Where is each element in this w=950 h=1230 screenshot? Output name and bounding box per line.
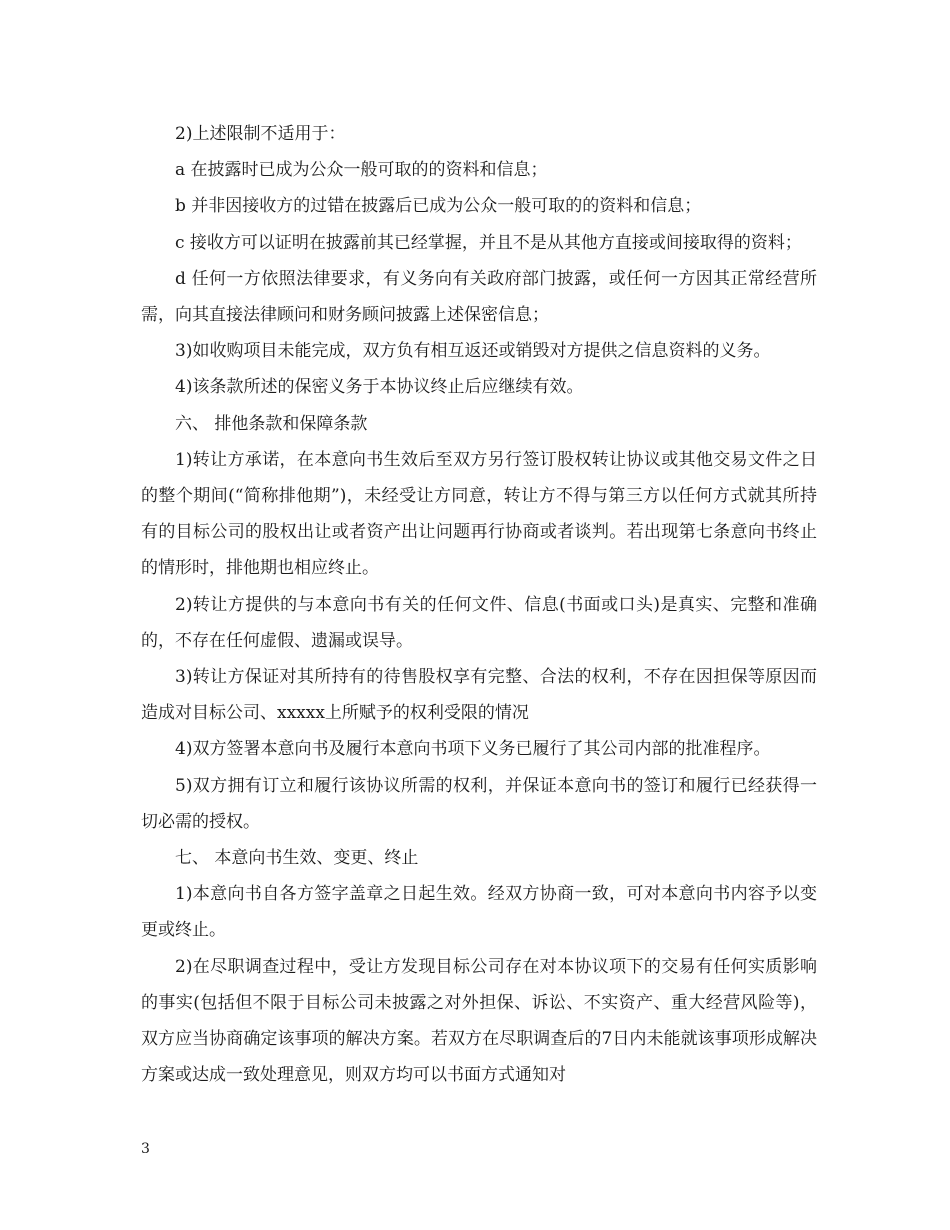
paragraph-return-obligation: 3)如收购项目未能完成，双方负有相互返还或销毁对方提供之信息资料的义务。	[175, 341, 771, 362]
section-heading-6: 六、 排他条款和保障条款	[175, 413, 368, 434]
paragraph-authorization: 5)双方拥有订立和履行该协议所需的权利，并保证本意向书的签订和履行已经获得一切必需的授权。	[141, 775, 817, 832]
paragraph-exception-a: a 在披露时已成为公众一般可取的的资料和信息；	[175, 160, 548, 181]
paragraph-effectiveness: 1)本意向书自各方签字盖章之日起生效。经双方协商一致，可对本意向书内容予以变更或终止。	[141, 884, 817, 941]
paragraph-title-guarantee: 3)转让方保证对其所持有的待售股权享有完整、合法的权利，不存在因担保等原因而造成对目标公司、xxxxx上所赋予的权利受限的情况	[141, 667, 817, 724]
paragraph-exclusivity: 1)转让方承诺，在本意向书生效后至双方另行签订股权转让协议或其他交易文件之日的整个期间(“简称排他期”)，未经受让方同意，转让方不得与第三方以任何方式就其所持有的目标公司的股权出让或者资产出让问题再行协商或者谈判。若出现第七条意向书终止的情形时，排他期也相应终止。	[141, 449, 817, 579]
paragraph-2-exceptions-intro: 2)上述限制不适用于：	[175, 124, 346, 144]
paragraph-due-diligence: 2)在尽职调查过程中，受让方发现目标公司存在对本协议项下的交易有任何实质影响的事实(包括但不限于目标公司未披露之对外担保、诉讼、不实资产、重大经营风险等)，双方应当协商确定该事项的解决方案。若双方在尽职调查后的7日内未能就该事项形成解决方案或达成一致处理意见，则双方均可以书面方式通知对	[141, 956, 817, 1086]
section-heading-7: 七、 本意向书生效、变更、终止	[175, 848, 419, 869]
paragraph-exception-b: b 并非因接收方的过错在披露后已成为公众一般可取的的资料和信息；	[175, 196, 702, 217]
paragraph-exception-c: c 接收方可以证明在披露前其已经掌握，并且不是从其他方直接或间接取得的资料；	[175, 232, 802, 253]
paragraph-exception-d: d 任何一方依照法律要求，有义务向有关政府部门披露，或任何一方因其正常经营所需，向其直接法律顾问和财务顾问披露上述保密信息；	[141, 268, 817, 326]
paragraph-information-accuracy: 2)转让方提供的与本意向书有关的任何文件、信息(书面或口头)是真实、完整和准确的，不存在任何虚假、遗漏或误导。	[141, 594, 817, 651]
page-number: 3	[141, 1141, 150, 1157]
document-body	[141, 116, 817, 1093]
paragraph-internal-approval: 4)双方签署本意向书及履行本意向书项下义务已履行了其公司内部的批准程序。	[175, 739, 771, 760]
paragraph-survival: 4)该条款所述的保密义务于本协议终止后应继续有效。	[175, 377, 584, 398]
